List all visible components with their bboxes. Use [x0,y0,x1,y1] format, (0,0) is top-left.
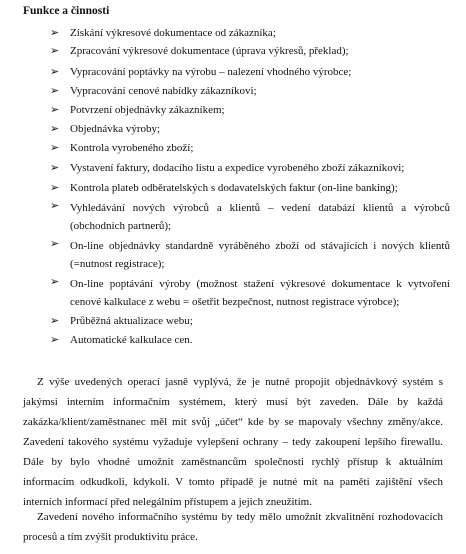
arrow-bullet-icon: ➢ [50,237,60,250]
arrow-bullet-icon: ➢ [50,333,60,346]
list-item-text: Vypracování cenové nabídky zákazníkovi; [70,85,257,97]
arrow-bullet-icon: ➢ [50,199,60,212]
arrow-bullet-icon: ➢ [50,314,60,327]
arrow-bullet-icon: ➢ [50,275,60,288]
section-heading: Funkce a činnosti [23,5,110,17]
list-item-text: Vyhledávání nových výrobců a klientů – vedení databází klientů a výrobců (obchodních partnerů); [70,202,450,232]
arrow-bullet-icon: ➢ [50,141,60,154]
list-item-text: On-line poptávání výroby (možnost stažení výkresové dokumentace k vytvoření cenové kalkulace z webu = ošetřit bezpečnost, nutnost registrace výrobce); [70,278,450,308]
list-item-text: Získání výkresové dokumentace od zákazníka; [70,27,276,39]
arrow-bullet-icon: ➢ [50,122,60,135]
list-item-text: Kontrola vyrobeného zboží; [70,142,194,154]
paragraph: Zavedení nového informačního systému by tedy mělo umožnit zkvalitnění rozhodovacích procesů a tím zvýšit produktivitu práce. [23,511,443,543]
list-item-text: Automatické kalkulace cen. [70,334,193,346]
list-item-text: Průběžná aktualizace webu; [70,315,193,327]
list-item-text: Vypracování poptávky na výrobu – nalezení vhodného výrobce; [70,66,352,78]
arrow-bullet-icon: ➢ [50,44,60,57]
list-item-text: Zpracování výkresové dokumentace (úprava výkresů, překlad); [70,45,349,57]
list-item-text: Potvrzení objednávky zákazníkem; [70,104,225,116]
list-item-text: Vystavení faktury, dodacího listu a expedice vyrobeného zboží zákazníkovi; [70,162,405,174]
arrow-bullet-icon: ➢ [50,26,60,39]
arrow-bullet-icon: ➢ [50,65,60,78]
list-item-text: Kontrola plateb odběratelských s dodavatelských faktur (on-line banking); [70,182,398,194]
arrow-bullet-icon: ➢ [50,103,60,116]
arrow-bullet-icon: ➢ [50,161,60,174]
arrow-bullet-icon: ➢ [50,181,60,194]
arrow-bullet-icon: ➢ [50,84,60,97]
list-item-text: Objednávka výroby; [70,123,161,135]
paragraph: Z výše uvedených operací jasně vyplývá, že je nutné propojit objednávkový systém s jakýmsi interním informačním systémem, který musí být zaveden. Dále by každá zakázka/klient/zaměstnanec měl mít svůj „účet“ kde by se mapovaly všechny změny/akce. Zavedení takového systému vyžaduje vylepšení ochrany – tedy zakoupení lepšího firewallu. Dále by bylo vhodné umožnit zaměstnancům společnosti rychlý přístup k aktuálním informacím odkudkoli, kdykoli. V tomto případě je nutné mít na paměti zajištění všech interních informací před nelegálním přístupem a jejich zneužitím. [23,376,443,508]
list-item-text: On-line objednávky standardně vyráběného zboží od stávajících i nových klientů (=nutnost registrace); [70,240,450,270]
